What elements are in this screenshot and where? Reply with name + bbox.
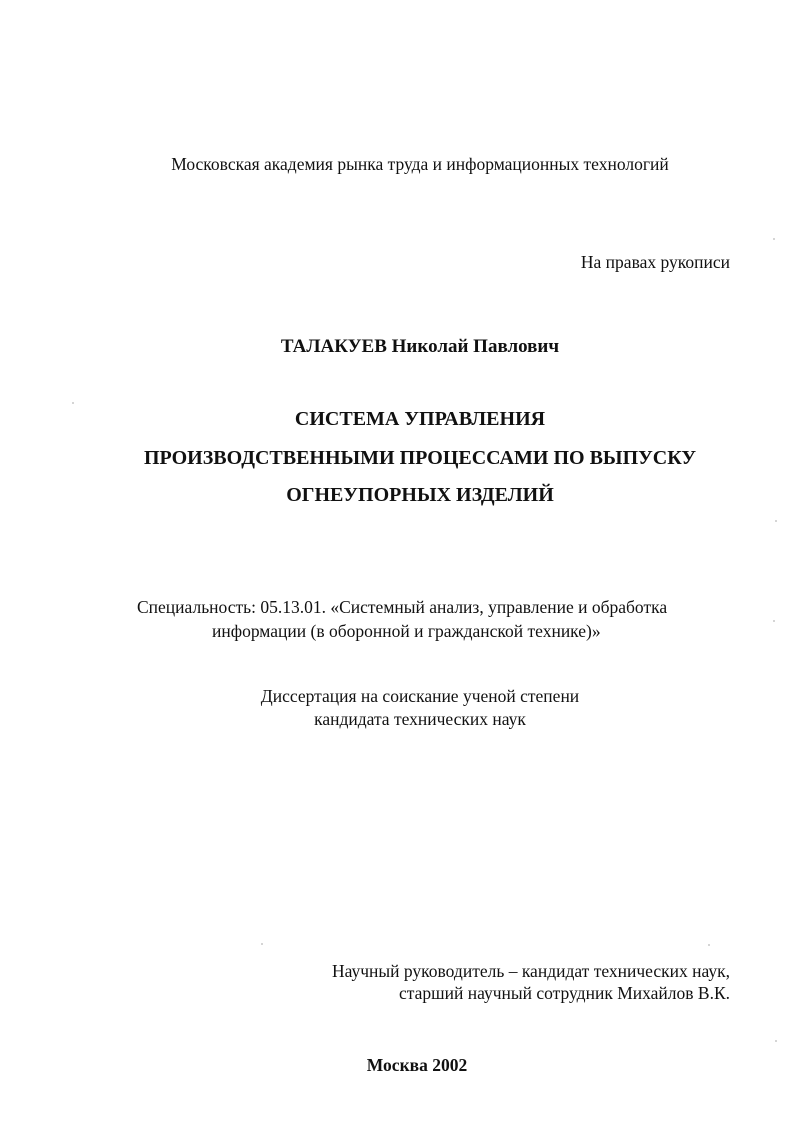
dissertation-line-2: кандидата технических наук — [314, 709, 526, 729]
scan-speck — [775, 1040, 777, 1042]
dissertation-line-1: Диссертация на соискание ученой степени — [260, 686, 580, 706]
city-year: Москва 2002 — [366, 1055, 468, 1075]
institution-name: Московская академия рынка труда и информационных технологий — [171, 154, 669, 174]
supervisor-line-2: старший научный сотрудник Михайлов В.К. — [398, 983, 730, 1003]
specialty-line-2: информации (в оборонной и гражданской технике)» — [212, 621, 601, 641]
supervisor-line-1: Научный руководитель – кандидат технических наук, — [331, 961, 730, 981]
scan-speck — [775, 520, 777, 522]
scan-speck — [72, 402, 74, 404]
title-line-2: ПРОИЗВОДСТВЕННЫМИ ПРОЦЕССАМИ ПО ВЫПУСКУ — [143, 447, 697, 469]
scan-speck — [773, 238, 775, 240]
author-name: ТАЛАКУЕВ Николай Павлович — [280, 336, 560, 357]
scan-speck — [261, 943, 263, 945]
scan-speck — [773, 620, 775, 622]
specialty-line-1: Специальность: 05.13.01. «Системный анализ, управление и обработка — [137, 597, 668, 617]
scan-speck — [708, 944, 710, 946]
title-line-1: СИСТЕМА УПРАВЛЕНИЯ — [294, 408, 546, 430]
title-line-3: ОГНЕУПОРНЫХ ИЗДЕЛИЙ — [286, 484, 554, 506]
manuscript-note: На правах рукописи — [580, 252, 730, 272]
